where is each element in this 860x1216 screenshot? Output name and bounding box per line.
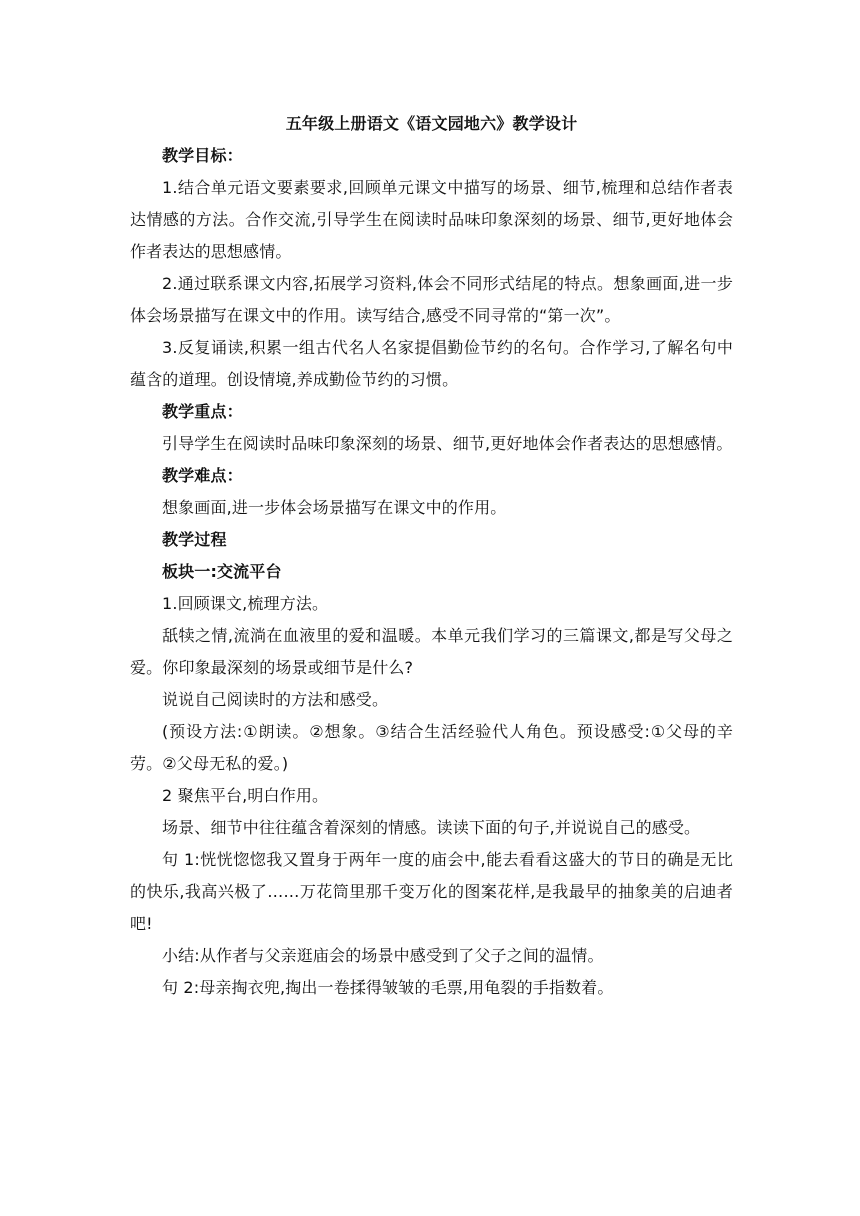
paragraph: 场景、细节中往往蕴含着深刻的情感。读读下面的句子,并说说自己的感受。 — [162, 818, 701, 837]
paragraph: 1.回顾课文,梳理方法。 — [162, 594, 329, 613]
paragraph: 2 聚焦平台,明白作用。 — [162, 786, 329, 805]
document-body — [130, 108, 733, 1004]
paragraph: 小结:从作者与父亲逛庙会的场景中感受到了父子之间的温情。 — [162, 946, 604, 965]
paragraph: 3.反复诵读,积累一组古代名人名家提倡勤俭节约的名句。合作学习,了解名句中蕴含的道理。创设情境,养成勤俭节约的习惯。 — [130, 338, 733, 389]
paragraph: 句 1:恍恍惚惚我又置身于两年一度的庙会中,能去看看这盛大的节日的确是无比的快乐,我高兴极了……万花筒里那千变万化的图案花样,是我最早的抽象美的启迪者吧! — [130, 850, 733, 933]
paragraph: 说说自己阅读时的方法和感受。 — [162, 690, 389, 709]
document-title: 五年级上册语文《语文园地六》教学设计 — [285, 114, 578, 133]
section-heading-difficulties: 教学难点： — [162, 466, 243, 485]
section-heading-goals: 教学目标： — [162, 146, 243, 165]
section-heading-block-one: 板块一:交流平台 — [162, 562, 282, 581]
paragraph: (预设方法:①朗读。②想象。③结合生活经验代人角色。预设感受:①父母的辛劳。②父母无私的爱。) — [130, 722, 733, 773]
paragraph: 2.通过联系课文内容,拓展学习资料,体会不同形式结尾的特点。想象画面,进一步体会场景描写在课文中的作用。读写结合,感受不同寻常的“第一次”。 — [130, 274, 733, 325]
paragraph: 句 2:母亲掏衣兜,掏出一卷揉得皱皱的毛票,用龟裂的手指数着。 — [162, 978, 614, 997]
paragraph: 1.结合单元语文要素要求,回顾单元课文中描写的场景、细节,梳理和总结作者表达情感的方法。合作交流,引导学生在阅读时品味印象深刻的场景、细节,更好地体会作者表达的思想感情。 — [130, 178, 733, 261]
section-heading-process: 教学过程 — [162, 530, 227, 549]
paragraph: 舐犊之情,流淌在血液里的爱和温暖。本单元我们学习的三篇课文,都是写父母之爱。你印象最深刻的场景或细节是什么? — [130, 626, 733, 677]
paragraph: 引导学生在阅读时品味印象深刻的场景、细节,更好地体会作者表达的思想感情。 — [162, 434, 733, 453]
section-heading-key-points: 教学重点： — [162, 402, 243, 421]
paragraph: 想象画面,进一步体会场景描写在课文中的作用。 — [162, 498, 507, 517]
